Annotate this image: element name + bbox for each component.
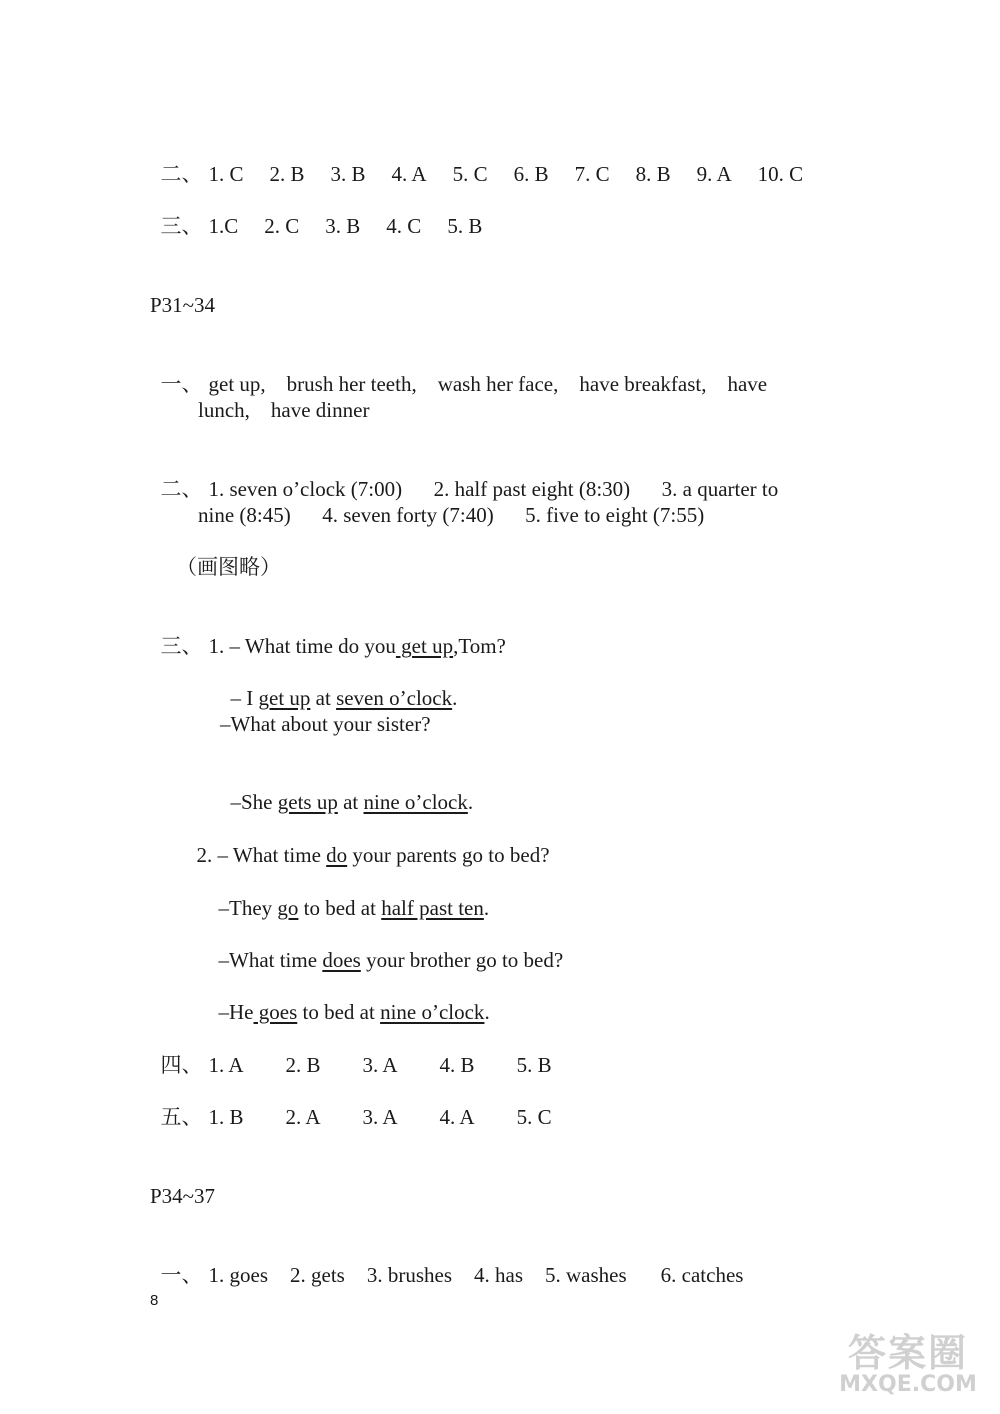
answer-row-wu bbox=[150, 1078, 578, 1130]
answer-item: 6. catches bbox=[660, 1263, 744, 1287]
dialogue-text: your parents go to bed? bbox=[347, 843, 550, 867]
answer-item: 2. A bbox=[285, 1105, 321, 1129]
filled-blank: go bbox=[277, 896, 299, 920]
dialogue-text: –They bbox=[218, 896, 278, 920]
dialogue-2-question bbox=[186, 816, 550, 868]
filled-blank: nine o’clock bbox=[363, 790, 468, 814]
filled-blank: half past ten bbox=[381, 896, 484, 920]
answer-item: 3. A bbox=[362, 1105, 398, 1129]
filled-blank: nine o’clock bbox=[380, 1000, 485, 1024]
dialogue-text: your brother go to bed? bbox=[360, 948, 564, 972]
dialogue-text: – I bbox=[230, 686, 259, 710]
filled-blank: gets up bbox=[277, 790, 338, 814]
note-text: （画图略） bbox=[176, 555, 281, 579]
section-label: 一、 bbox=[160, 1263, 203, 1287]
filled-blank: get up bbox=[258, 686, 311, 710]
dialogue-text: –What time bbox=[218, 948, 323, 972]
section-label: 四、 bbox=[160, 1053, 203, 1077]
dialogue-text: at bbox=[310, 686, 337, 710]
section-label: 二、 bbox=[160, 477, 203, 501]
dialogue-text: –He bbox=[218, 1000, 254, 1024]
answer-item: 6. B bbox=[513, 162, 549, 186]
answer-item: 4. has bbox=[474, 1263, 523, 1287]
dialogue-2-answer-2 bbox=[208, 973, 490, 1025]
answer-item: 8. B bbox=[635, 162, 671, 186]
answer-item: 1. A bbox=[208, 1053, 244, 1077]
answer-item: 1. C bbox=[208, 162, 244, 186]
answer-item: 3. B bbox=[330, 162, 366, 186]
dialogue-text: to bed at bbox=[297, 1000, 381, 1024]
watermark-title: 答案圈 bbox=[847, 1331, 968, 1375]
dialogue-text: 2. – What time bbox=[196, 843, 327, 867]
answer-item: 5. B bbox=[447, 214, 483, 238]
answer-text: get up, brush her teeth, wash her face, have breakfast, have bbox=[208, 372, 768, 396]
filled-blank: get up bbox=[395, 634, 454, 658]
filled-blank: seven o’clock bbox=[336, 686, 453, 710]
answer-item: 5. washes bbox=[545, 1263, 627, 1287]
dialogue-text: . bbox=[483, 896, 490, 920]
dialogue-2-answer bbox=[208, 869, 489, 921]
answer-text: 1. seven o’clock (7:00) 2. half past eight (8:30) 3. a quarter to bbox=[208, 477, 779, 501]
answer-item: 2. C bbox=[264, 214, 300, 238]
answer-row-er bbox=[150, 135, 829, 187]
answer-item: 2. B bbox=[269, 162, 305, 186]
dialogue-text: . bbox=[484, 1000, 490, 1024]
answer-item: 3. brushes bbox=[366, 1263, 452, 1287]
answer-item: 1. B bbox=[208, 1105, 244, 1129]
dialogue-text: –She bbox=[230, 790, 278, 814]
answer-item: 1. goes bbox=[208, 1263, 268, 1287]
dialogue-2-question-2 bbox=[208, 921, 563, 973]
filled-blank: goes bbox=[253, 1000, 298, 1024]
answer-item: 4. A bbox=[439, 1105, 475, 1129]
dialogue-1-question-2: –What about your sister? bbox=[220, 712, 431, 736]
dialogue-text: ,Tom? bbox=[453, 634, 506, 658]
filled-blank: does bbox=[322, 948, 361, 972]
section-label: 三、 bbox=[160, 214, 203, 238]
page-number: 8 bbox=[150, 1292, 159, 1309]
section-heading: P31~34 bbox=[150, 293, 216, 317]
answer-item: 5. C bbox=[452, 162, 488, 186]
answer-row-yi bbox=[150, 1236, 769, 1288]
answer-continuation: lunch, have dinner bbox=[198, 398, 370, 422]
answer-item: 5. B bbox=[516, 1053, 552, 1077]
dialogue-1-answer bbox=[220, 659, 457, 711]
section-label: 二、 bbox=[160, 162, 203, 186]
filled-blank: do bbox=[326, 843, 348, 867]
answer-item: 4. A bbox=[391, 162, 427, 186]
answer-continuation: nine (8:45) 4. seven forty (7:40) 5. five to eight (7:55) bbox=[198, 503, 705, 527]
section-label: 五、 bbox=[160, 1105, 203, 1129]
answer-item: 4. C bbox=[386, 214, 422, 238]
answer-item: 2. B bbox=[285, 1053, 321, 1077]
answer-item: 1.C bbox=[208, 214, 239, 238]
answer-row-si bbox=[150, 1026, 578, 1078]
dialogue-1-question bbox=[150, 607, 506, 659]
dialogue-text: 1. – What time do you bbox=[208, 634, 396, 658]
answer-row-yi bbox=[150, 345, 767, 397]
answer-item: 2. gets bbox=[290, 1263, 345, 1287]
watermark-url: MXQE.COM bbox=[839, 1372, 977, 1397]
answer-item: 9. A bbox=[696, 162, 732, 186]
dialogue-text: . bbox=[467, 790, 474, 814]
dialogue-text: . bbox=[452, 686, 458, 710]
answer-item: 10. C bbox=[757, 162, 804, 186]
watermark-logo bbox=[838, 1322, 978, 1402]
answer-row-san bbox=[150, 187, 508, 239]
section-heading: P34~37 bbox=[150, 1184, 216, 1208]
dialogue-1-answer-2 bbox=[220, 763, 473, 815]
answer-item: 4. B bbox=[439, 1053, 475, 1077]
answer-item: 3. A bbox=[362, 1053, 398, 1077]
dialogue-text: at bbox=[337, 790, 364, 814]
dialogue-text: to bed at bbox=[298, 896, 382, 920]
answer-row-er bbox=[150, 450, 778, 502]
answer-item: 5. C bbox=[516, 1105, 552, 1129]
section-label: 一、 bbox=[160, 372, 203, 396]
answer-item: 7. C bbox=[574, 162, 610, 186]
section-label: 三、 bbox=[160, 634, 203, 658]
answer-item: 3. B bbox=[325, 214, 361, 238]
